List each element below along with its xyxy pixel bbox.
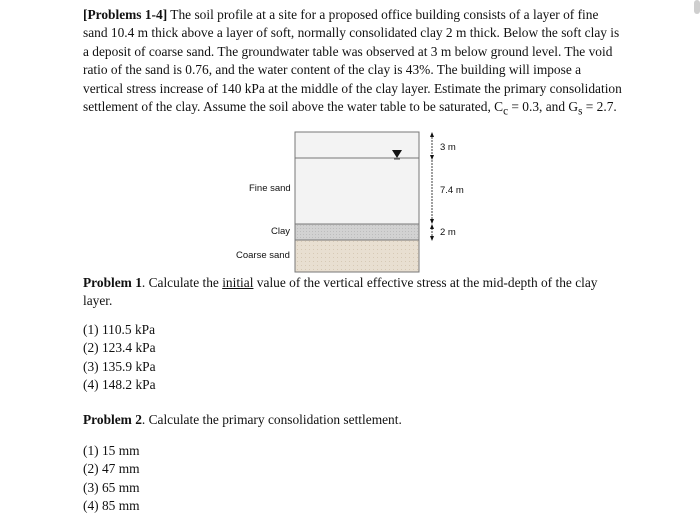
- statement-text-2: = 0.3, and G: [508, 99, 579, 115]
- arrow-2m-bottom: [430, 236, 434, 241]
- option-item: (2) 47 mm: [83, 461, 140, 477]
- fine-sand-layer: [295, 132, 419, 224]
- problem-1-options: [83, 321, 156, 395]
- cc-subscript: c: [503, 105, 509, 118]
- dimension-3m-label: 3 m: [440, 142, 456, 153]
- fine-sand-label: Fine sand: [249, 183, 291, 194]
- option-item: (4) 148.2 kPa: [83, 377, 156, 393]
- problem-1-label: Problem 1: [83, 275, 142, 290]
- coarse-sand-label: Coarse sand: [236, 250, 290, 261]
- clay-layer: [295, 224, 419, 240]
- arrow-2m-top: [430, 224, 434, 229]
- statement-text: The soil profile at a site for a proposed office building consists of a layer of fine sand 10.4 m thick above a layer of soft, normally consolidated clay 2 m thick. Below the soft clay is a deposit of coarse sand. The groundwater table was observed at 3 m below ground level. The void ratio of the sand is 0.76, and the water content of the clay is 43%. The building will impose a vertical stress increase of 140 kPa at the middle of the clay layer. Estimate the primary consolidation settlement of the clay. Assume the soil above the water table to be saturated, C: [83, 7, 622, 115]
- water-table-icon: [392, 150, 402, 158]
- problem-2-label: Problem 2: [83, 412, 142, 427]
- problem-heading: [Problems 1-4]: [83, 7, 168, 22]
- scrollbar-thumb[interactable]: [694, 0, 700, 14]
- clay-label: Clay: [271, 226, 291, 237]
- arrow-3m-bottom: [430, 155, 434, 160]
- problem-1-text: . Calculate the: [141, 275, 223, 290]
- option-item: (1) 110.5 kPa: [83, 322, 156, 337]
- option-item: (3) 65 mm: [83, 479, 140, 495]
- option-item: (1) 15 mm: [83, 443, 140, 458]
- option-item: (3) 135.9 kPa: [83, 358, 156, 374]
- coarse-sand-layer: [295, 240, 419, 272]
- problem-statement: [83, 6, 623, 121]
- problem-1-underlined: initial: [222, 275, 254, 290]
- problem-1-question: [83, 274, 623, 311]
- problem-2-text: . Calculate the primary consolidation settlement.: [141, 412, 402, 427]
- option-item: (4) 85 mm: [83, 498, 140, 514]
- option-item: (2) 123.4 kPa: [83, 340, 156, 356]
- statement-text-3: = 2.7.: [582, 99, 617, 115]
- arrow-7-4m-bottom: [430, 219, 434, 224]
- problem-1-text-2: value of the vertical effective stress at the mid-depth of the clay layer.: [83, 275, 598, 309]
- problem-2-options: [83, 442, 140, 516]
- arrow-3m-top: [430, 132, 434, 137]
- dimension-2m-label: 2 m: [440, 227, 456, 238]
- gs-subscript: s: [578, 105, 583, 118]
- dimension-7-4m-label: 7.4 m: [440, 185, 464, 196]
- problem-2-question: [83, 411, 623, 429]
